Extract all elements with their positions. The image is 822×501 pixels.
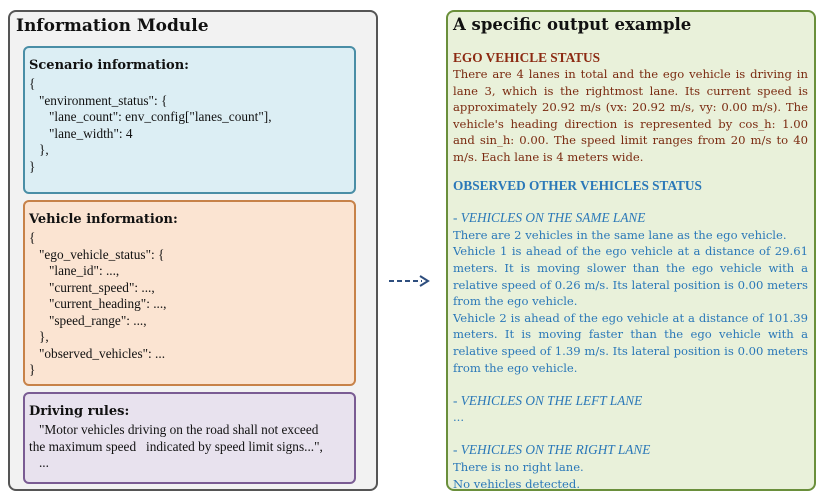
same-lane-title: - VEHICLES ON THE SAME LANE [453,210,646,226]
vehicle-information-code: { "ego_vehicle_status": { "lane_id": ..., "current_speed": ..., "current_heading": ..., "speed_range": ..., }, "observed_vehicles": ... } [29,230,167,377]
same-lane-vehicle-1: Vehicle 1 is ahead of the ego vehicle at a distance of 29.61 meters. It is moving slower than the ego vehicle with a relative speed of 0.26 m/s. Its lateral position is 0.00 meters from the ego vehicle. [453,244,808,309]
information-module-title: Information Module [16,16,209,36]
driving-rules-code: "Motor vehicles driving on the road shall not exceed the maximum speed indicated by speed limit signs...", ... [29,422,323,470]
scenario-information-card [23,46,356,194]
output-example-title: A specific output example [453,15,692,34]
vehicle-information-title: Vehicle information: [29,212,178,227]
right-lane-line-2: No vehicles detected. [453,476,581,491]
dashed-arrow-icon [388,274,432,288]
right-lane-line-1: There is no right lane. [453,460,584,475]
same-lane-vehicle-2: Vehicle 2 is ahead of the ego vehicle at a distance of 101.39 meters. It is moving faster than the ego vehicle with a relative speed of 1.39 m/s. Its lateral position is 0.00 meters from the ego vehicle. [453,310,808,375]
ego-vehicle-status-title: EGO VEHICLE STATUS [453,50,601,65]
scenario-information-code: { "environment_status": { "lane_count": env_config["lanes_count"], "lane_width": 4 }, } [29,76,272,174]
left-lane-text: ... [453,410,465,425]
observed-vehicles-title: OBSERVED OTHER VEHICLES STATUS [453,177,702,193]
scenario-information-title: Scenario information: [29,58,189,73]
driving-rules-title: Driving rules: [29,404,130,419]
information-module-panel [8,10,378,491]
output-example-panel [446,10,816,491]
ego-vehicle-status-text: There are 4 lanes in total and the ego vehicle is driving in lane 3, which is the rightmost lane. Its current speed is approximately 20.92 m/s (vx: 20.92 m/s, vy: 0.00 m/s). The vehicle's heading direction is represented by cos_h: 1.00 and sin_h: 0.00. The speed limit ranges from 20 m/s to 40 m/s. Each lane is 4 meters wide. [453,67,808,164]
same-lane-summary: There are 2 vehicles in the same lane as the ego vehicle. [453,227,787,242]
driving-rules-card [23,392,356,484]
left-lane-title: - VEHICLES ON THE LEFT LANE [453,392,643,408]
right-lane-title: - VEHICLES ON THE RIGHT LANE [453,442,651,458]
vehicle-information-card [23,200,356,386]
